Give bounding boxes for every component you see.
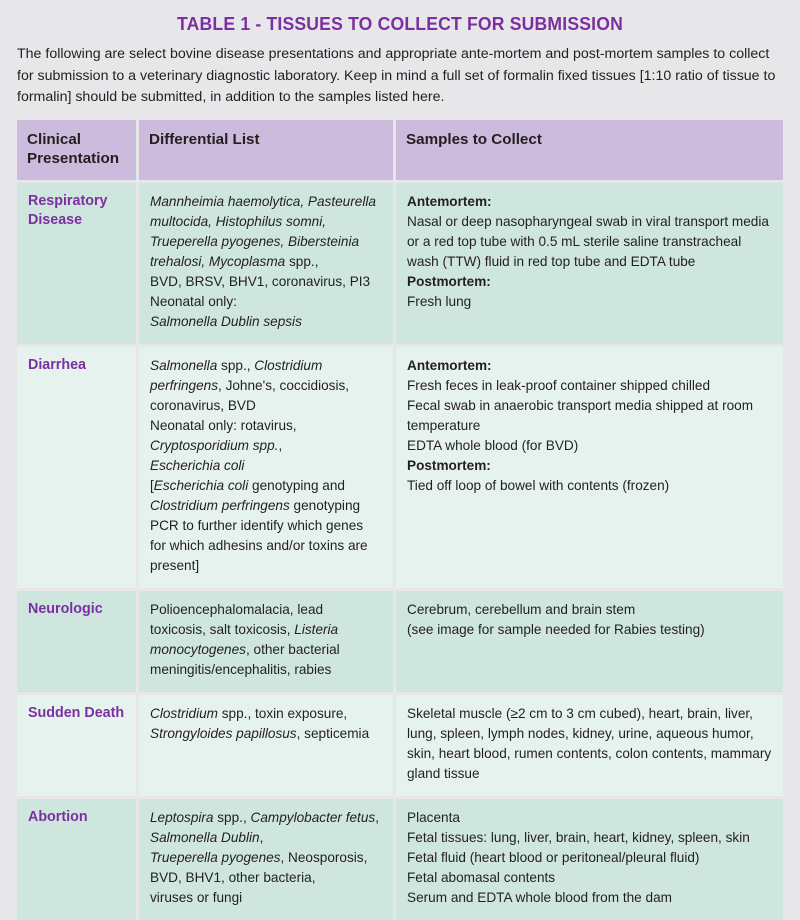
cell-clinical-presentation — [17, 799, 139, 920]
cell-samples-to-collect: Placenta Fetal tissues: lung, liver, brain, heart, kidney, spleen, skin Fetal fluid (heart blood or peritoneal/pleural fluid) Fetal abomasal contents Serum and EDTA whole blood from the dam — [396, 799, 783, 920]
column-header-differential-list: Differential List — [139, 120, 396, 183]
cell-differential-list: Salmonella spp., Clostridium perfringens, Johne's, coccidiosis, coronavirus, BVD Neonatal only: rotavirus, Cryptosporidium spp., Escherichia coli [Escherichia coli genotyping and Clostridium perfringens genotyping PCR to further identify which genes for which adhesins and/or toxins are present] — [139, 347, 396, 591]
category-label: Neurologic — [28, 600, 103, 617]
table-header-row — [17, 120, 783, 183]
cell-samples-to-collect: Cerebrum, cerebellum and brain stem (see image for sample needed for Rabies testing) — [396, 591, 783, 695]
column-header-samples-to-collect: Samples to Collect — [396, 120, 783, 183]
table-row — [17, 183, 783, 347]
cell-clinical-presentation — [17, 695, 139, 799]
cell-differential-list: Leptospira spp., Campylobacter fetus, Salmonella Dublin, Trueperella pyogenes, Neosporosis, BVD, BHV1, other bacteria, viruses or fungi — [139, 799, 396, 920]
cell-samples-to-collect: Antemortem: Fresh feces in leak-proof container shipped chilled Fecal swab in anaerobic transport media shipped at room temperature EDTA whole blood (for BVD) Postmortem: Tied off loop of bowel with contents (frozen) — [396, 347, 783, 591]
table-row — [17, 347, 783, 591]
category-label: Diarrhea — [28, 356, 87, 373]
table-body — [17, 183, 783, 920]
cell-clinical-presentation — [17, 347, 139, 591]
cell-differential-list: Polioencephalomalacia, lead toxicosis, salt toxicosis, Listeria monocytogenes, other bacterial meningitis/encephalitis, rabies — [139, 591, 396, 695]
cell-samples-to-collect: Skeletal muscle (≥2 cm to 3 cm cubed), heart, brain, liver, lung, spleen, lymph nodes, kidney, urine, aqueous humor, skin, heart blood, rumen contents, colon contents, mammary gland tissue — [396, 695, 783, 799]
cell-differential-list: Clostridium spp., toxin exposure, Strongyloides papillosus, septicemia — [139, 695, 396, 799]
tissues-to-collect-table — [17, 120, 783, 920]
category-label: Respiratory Disease — [28, 192, 108, 228]
table-row — [17, 799, 783, 920]
cell-clinical-presentation — [17, 183, 139, 347]
category-label: Sudden Death — [28, 704, 125, 721]
table-row — [17, 695, 783, 799]
cell-samples-to-collect: Antemortem: Nasal or deep nasopharyngeal swab in viral transport media or a red top tube with 0.5 mL sterile saline transtracheal wash (TTW) fluid in red top tube and EDTA tube Postmortem: Fresh lung — [396, 183, 783, 347]
cell-differential-list: Mannheimia haemolytica, Pasteurella multocida, Histophilus somni, Trueperella pyogenes, Bibersteinia trehalosi, Mycoplasma spp., BVD, BRSV, BHV1, coronavirus, PI3 Neonatal only: Salmonella Dublin sepsis — [139, 183, 396, 347]
page-title: TABLE 1 - TISSUES TO COLLECT FOR SUBMISSION — [177, 13, 623, 34]
column-header-clinical-presentation: Clinical Presentation — [17, 120, 139, 183]
intro-paragraph: The following are select bovine disease presentations and appropriate ante-mortem and post-mortem samples to collect for submission to a veterinary diagnostic laboratory. Keep in mind a full set of formalin fixed tissues [1:10 ratio of tissue to formalin] should be submitted, in addition to the samples listed here. — [17, 46, 776, 105]
category-label: Abortion — [28, 808, 88, 825]
table-row — [17, 591, 783, 695]
cell-clinical-presentation — [17, 591, 139, 695]
